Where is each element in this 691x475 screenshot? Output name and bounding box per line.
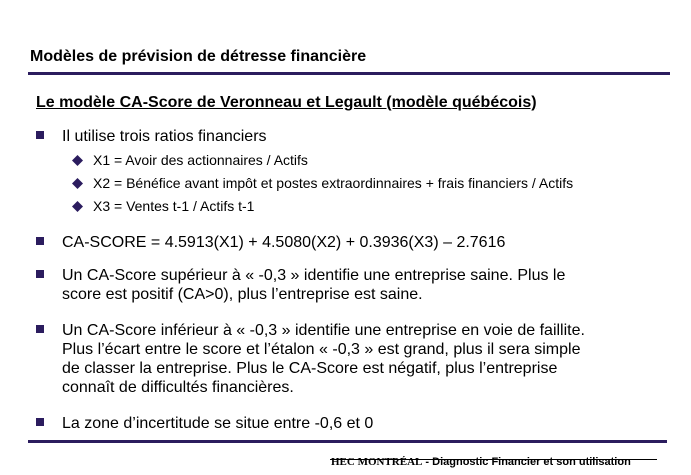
- section-subtitle: Le modèle CA-Score de Veronneau et Legault (modèle québécois): [36, 94, 537, 111]
- sub-bullet-x3: X3 = Ventes t-1 / Actifs t-1: [93, 198, 255, 214]
- title-underline: [28, 72, 670, 75]
- sub-bullet-x1: X1 = Avoir des actionnaires / Actifs: [93, 152, 308, 168]
- bullet-text-healthy: [62, 266, 565, 304]
- bullet-text-ratios: Il utilise trois ratios financiers: [62, 128, 267, 145]
- bullet-text-uncertainty: La zone d’incertitude se situe entre -0,6 et 0: [62, 415, 374, 432]
- bullet-line: Un CA-Score inférieur à « -0,3 » identifie une entreprise en voie de faillite.: [62, 322, 585, 339]
- bullet-line: Plus l’écart entre le score et l’étalon « -0,3 » est grand, plus il sera simple: [62, 341, 581, 358]
- square-bullet-icon: [36, 131, 44, 139]
- diamond-bullet-icon: [72, 178, 83, 189]
- page-title: Modèles de prévision de détresse financière: [30, 48, 367, 65]
- diamond-bullet-icon: [72, 201, 83, 212]
- diamond-bullet-icon: [72, 155, 83, 166]
- footer-course: Diagnostic Financier et son utilisation: [432, 456, 631, 468]
- square-bullet-icon: [36, 325, 44, 333]
- square-bullet-icon: [36, 418, 44, 426]
- square-bullet-icon: [36, 237, 44, 245]
- bullet-text-failing: [62, 321, 585, 397]
- footer-separator: -: [422, 456, 433, 468]
- bullet-text-formula: CA-SCORE = 4.5913(X1) + 4.5080(X2) + 0.3936(X3) – 2.7616: [62, 234, 506, 251]
- sub-bullet-x2: X2 = Bénéfice avant impôt et postes extraordinnaires + frais financiers / Actifs: [93, 175, 574, 191]
- footer-rule: [28, 440, 667, 443]
- bullet-line: score est positif (CA>0), plus l’entreprise est saine.: [62, 286, 423, 303]
- square-bullet-icon: [36, 270, 44, 278]
- bullet-line: connaît de difficultés financières.: [62, 379, 294, 396]
- bullet-line: de classer la entreprise. Plus le CA-Score est négatif, plus l’entreprise: [62, 360, 558, 377]
- footer-text: [331, 456, 631, 468]
- bullet-line: Un CA-Score supérieur à « -0,3 » identifie une entreprise saine. Plus le: [62, 267, 566, 284]
- footer-institution: HEC MONTRÉAL: [331, 456, 423, 468]
